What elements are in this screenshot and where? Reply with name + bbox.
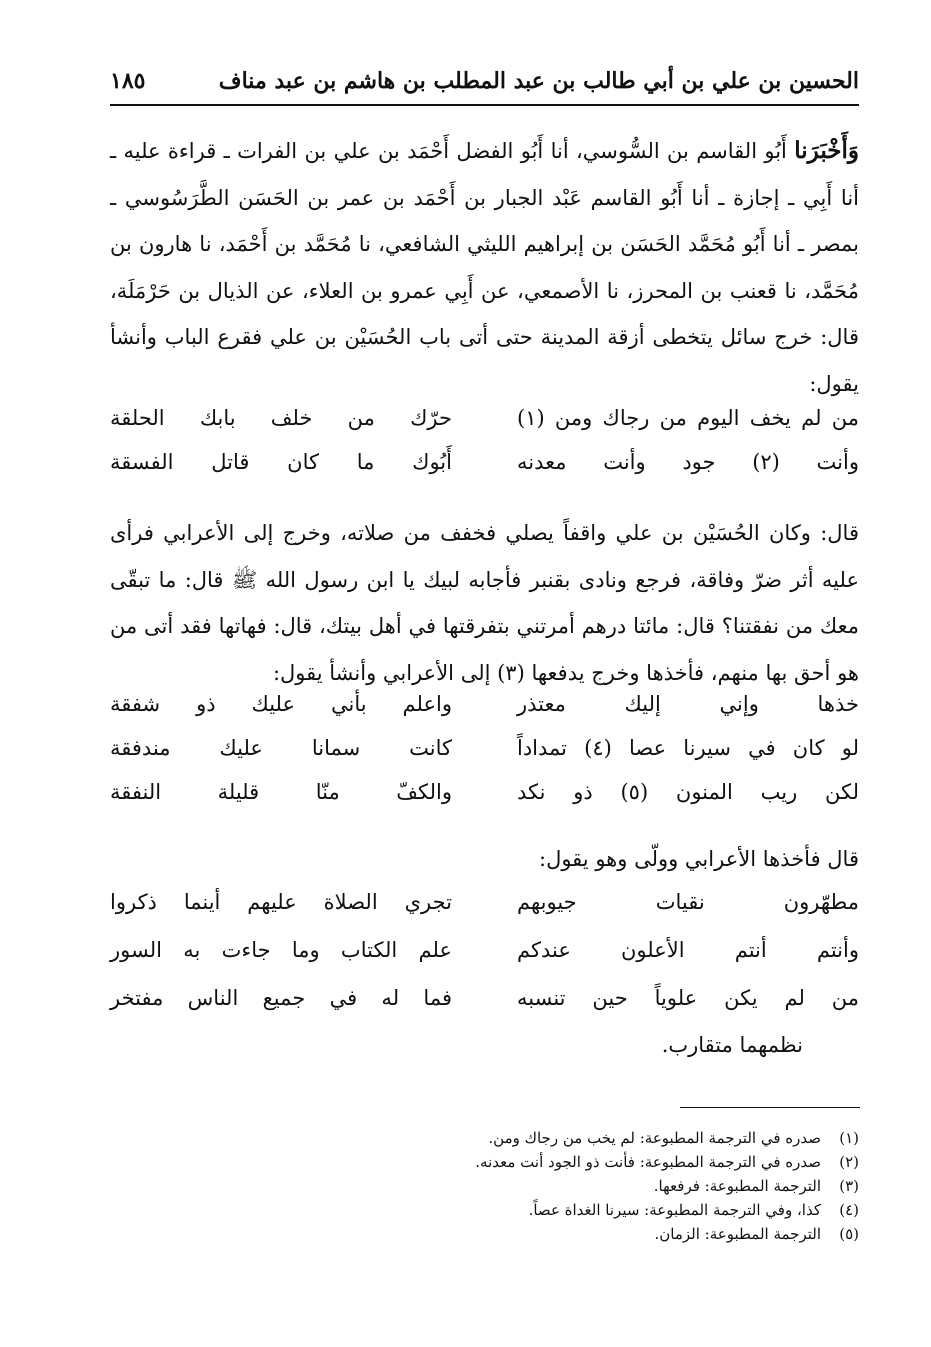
verse-second-hemistich: حرّك من خلف بابك الحلقة xyxy=(110,406,452,430)
verse-second-hemistich: فما له في جميع الناس مفتخر xyxy=(110,986,452,1010)
footnote-number: (١) xyxy=(839,1129,859,1147)
paragraph-isnad xyxy=(110,128,859,407)
footnote-text: الترجمة المطبوعة: فرفعها. xyxy=(653,1177,821,1195)
footnote-text: الترجمة المطبوعة: الزمان. xyxy=(654,1225,821,1243)
footnote-divider xyxy=(680,1107,860,1108)
footnote-number: (٥) xyxy=(839,1225,859,1243)
footnotes xyxy=(110,1126,859,1246)
verse-second-hemistich: والكفّ منّا قليلة النفقة xyxy=(110,780,452,804)
verse-first-hemistich: لو كان في سيرنا عصا (٤) تمداداً xyxy=(517,736,859,760)
verse-first-hemistich: لكن ريب المنون (٥) ذو نكد xyxy=(517,780,859,804)
footnote xyxy=(110,1150,859,1174)
header-divider xyxy=(110,104,859,106)
footnote-text: صدره في الترجمة المطبوعة: فأنت ذو الجود أنت معدنه. xyxy=(475,1153,821,1171)
footnote xyxy=(110,1126,859,1150)
verse-line xyxy=(110,444,859,488)
verse-first-hemistich: مطهّرون نقيات جيوبهم xyxy=(517,890,859,914)
paragraph-meter-note: نظمهما متقارب. xyxy=(661,1033,803,1057)
footnote xyxy=(110,1222,859,1246)
verse-line xyxy=(110,400,859,444)
footnote-number: (٢) xyxy=(839,1153,859,1171)
verse-line xyxy=(110,686,859,730)
verse-line xyxy=(110,932,859,976)
footnote-text: كذا، وفي الترجمة المطبوعة: سيرنا الغداة عصاً. xyxy=(528,1201,821,1219)
verse-first-hemistich: خذها وإني إليك معتذر xyxy=(517,692,859,716)
footnote xyxy=(110,1198,859,1222)
verse-first-hemistich: من لم يكن علوياً حين تنسبه xyxy=(517,986,859,1010)
footnote-number: (٤) xyxy=(839,1201,859,1219)
footnote xyxy=(110,1174,859,1198)
verse-second-hemistich: أَبُوك ما كان قاتل الفسقة xyxy=(110,450,452,474)
footnote-text: صدره في الترجمة المطبوعة: لم يخب من رجاك ومن. xyxy=(488,1129,821,1147)
paragraph-transition: قال فأخذها الأعرابي وولّى وهو يقول: xyxy=(539,847,859,871)
verse-line xyxy=(110,774,859,818)
page-header xyxy=(110,62,859,102)
running-title: الحسين بن علي بن أبي طالب بن عبد المطلب بن هاشم بن عبد مناف xyxy=(218,68,859,94)
verse-line xyxy=(110,884,859,928)
verse-second-hemistich: تجري الصلاة عليهم أينما ذكروا xyxy=(110,890,452,914)
page-number: ١٨٥ xyxy=(110,68,146,94)
paragraph-lead-word: وَأَخْبَرَنا xyxy=(794,137,859,164)
verse-first-hemistich: وأنت (٢) جود وأنت معدنه xyxy=(517,450,859,474)
verse-line xyxy=(110,980,859,1024)
paragraph-text: أَبُو القاسم بن السُّوسي، أنا أَبُو الفضل أَحْمَد بن علي بن الفرات ـ قراءة عليه ـ أنا أَبِي ـ إجازة ـ أنا أَبُو القاسم عَبْد الجبار بن أَحْمَد بن عمر بن الحَسَن الطَّرَسُوسي ـ بمصر ـ أنا أَبُو مُحَمَّد الحَسَن بن إبراهيم الليثي الشافعي، نا مُحَمَّد بن أَحْمَد، نا هارون بن مُحَمَّد، نا قعنب بن المحرز، نا الأصمعي، عن أَبِي عمرو بن العلاء، عن الذيال بن حَرْمَلَة، قال: خرج سائل يتخطى أزقة المدينة حتى أتى باب الحُسَيْن بن علي فقرع الباب وأنشأ يقول: xyxy=(110,139,859,396)
verse-first-hemistich: وأنتم أنتم الأعلون عندكم xyxy=(517,938,859,962)
footnote-number: (٣) xyxy=(839,1177,859,1195)
verse-line xyxy=(110,730,859,774)
verse-second-hemistich: واعلم بأني عليك ذو شفقة xyxy=(110,692,452,716)
paragraph-narrative: قال: وكان الحُسَيْن بن علي واقفاً يصلي فخفف من صلاته، وخرج إلى الأعرابي فرأى عليه أثر ضرّ وفاقة، فرجع ونادى بقنبر فأجابه لبيك يا ابن رسول الله ﷺ قال: ما تبقّى معك من نفقتنا؟ قال: مائتا درهم أمرتني بتفرقتها في أهل بيتك، قال: فهاتها فقد أتى من هو أحق بها منهم، فأخذها وخرج يدفعها (٣) إلى الأعرابي وأنشأ يقول: xyxy=(110,521,859,685)
verse-second-hemistich: علم الكتاب وما جاءت به السور xyxy=(110,938,452,962)
verse-second-hemistich: كانت سمانا عليك مندفقة xyxy=(110,736,452,760)
verse-first-hemistich: من لم يخف اليوم من رجاك ومن (١) xyxy=(517,406,859,430)
